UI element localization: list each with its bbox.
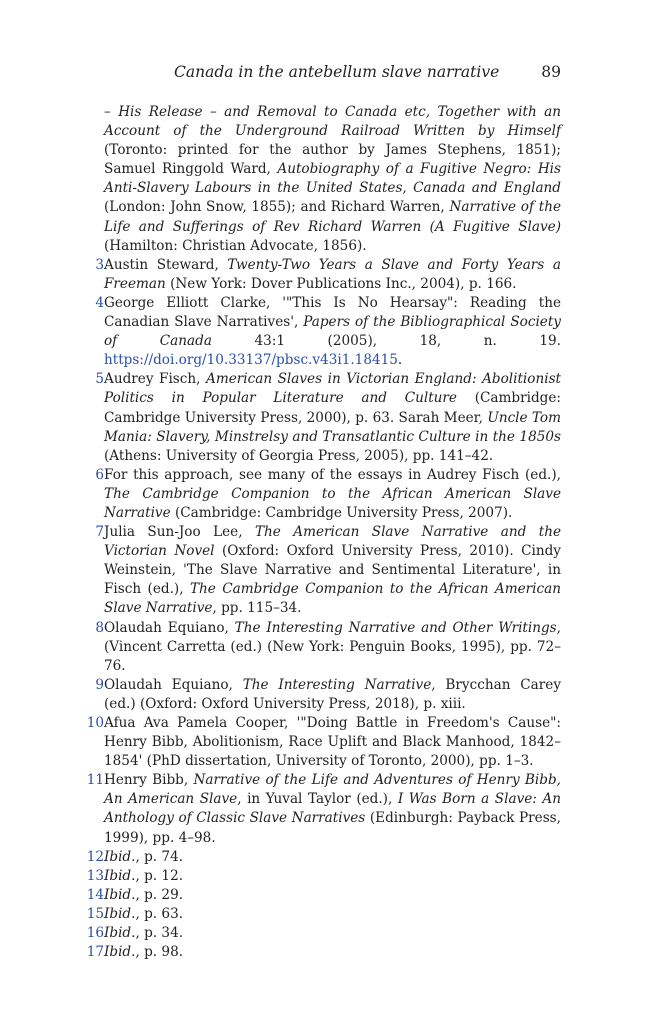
endnote-number — [68, 867, 104, 886]
italic-title: Ibid — [104, 905, 132, 922]
endnote-text — [104, 886, 561, 905]
endnote-number-label: 15 — [86, 905, 104, 922]
italic-title: The Interesting Narrative and Other Writings — [234, 619, 557, 636]
note-text-segment: (Hamilton: Christian Advocate, 1856). — [104, 237, 367, 254]
endnote-number — [68, 619, 104, 676]
note-text-segment: ., p. 29. — [131, 886, 184, 903]
endnote-number-label: 11 — [86, 772, 104, 789]
endnote-text — [104, 676, 561, 714]
note-text-segment: Olaudah Equiano, — [104, 619, 235, 636]
running-header — [104, 60, 561, 84]
note-text-segment: (Oxford: Oxford University Press, 2010). Cindy Weinstein, 'The Slave Narrative and Sentimental Literature', in Fisch (ed.), — [104, 543, 561, 598]
italic-title: Ibid — [104, 867, 132, 884]
italic-title: Ibid — [104, 944, 132, 961]
endnote-number-label: 9 — [95, 676, 104, 693]
italic-title: Autobiography of a Fugitive Negro: His Anti-Slavery Labours in the United States, Canada and England — [104, 161, 562, 197]
note-text-segment: Afua Ava Pamela Cooper, '"Doing Battle in Freedom's Cause": Henry Bibb, Abolitionism, Race Uplift and Black Manhood, 1842–1854' (PhD dissertation, University of Toronto, 2000), pp. 1–3. — [104, 715, 561, 770]
endnote — [68, 886, 561, 905]
endnote — [68, 466, 561, 523]
endnote — [68, 256, 561, 294]
endnote-text — [104, 103, 561, 256]
italic-title: Papers of the Bibliographical Society of Canada — [104, 314, 561, 350]
note-text-segment: ., p. 74. — [131, 848, 184, 865]
endnote-number — [68, 103, 104, 256]
endnote-number — [68, 924, 104, 943]
note-text-segment: Austin Steward, — [104, 256, 228, 273]
endnote — [68, 294, 561, 370]
note-text-segment: ., p. 12. — [131, 867, 184, 884]
endnote — [68, 370, 561, 465]
doi-link[interactable]: https://doi.org/10.33137/pbsc.v43i1.18415 — [104, 352, 398, 369]
note-text-segment: . — [397, 352, 403, 369]
note-text-segment: (London: John Snow, 1855); and Richard Warren, — [104, 199, 450, 216]
italic-title: I Was Born a Slave: An Anthology of Classic Slave Narratives — [104, 791, 561, 827]
italic-title: Uncle Tom Mania: Slavery, Minstrelsy and Transatlantic Culture in the 1850s — [104, 409, 562, 445]
endnote-number — [68, 523, 104, 618]
note-text-segment: Audrey Fisch, — [104, 371, 207, 388]
note-text-segment: For this approach, see many of the essays in Audrey Fisch (ed.), — [104, 466, 561, 483]
note-text-segment: Henry Bibb, — [104, 772, 194, 789]
endnote-text — [104, 924, 561, 943]
note-text-segment: ., p. 98. — [131, 944, 184, 961]
endnote-text — [104, 905, 561, 924]
endnote-number — [68, 676, 104, 714]
endnote-number — [68, 848, 104, 867]
endnote-number-label: 10 — [86, 715, 104, 731]
note-text-segment: Olaudah Equiano, — [104, 676, 243, 693]
note-text-segment: 43:1 (2005), 18, n. 19. — [211, 333, 561, 350]
note-text-segment: Julia Sun-Joo Lee, — [104, 524, 255, 541]
endnote-number — [68, 905, 104, 924]
endnote-text — [104, 294, 561, 370]
endnote-text — [104, 256, 561, 294]
endnote-continuation — [68, 103, 561, 256]
endnote-text — [104, 714, 561, 771]
running-title: Canada in the antebellum slave narrative — [174, 63, 500, 81]
italic-title: The Interesting Narrative — [242, 676, 432, 693]
note-text-segment: , in Yuval Taylor (ed.), — [237, 791, 398, 808]
note-text-segment: , (Vincent Carretta (ed.) (New York: Penguin Books, 1995), pp. 72–76. — [104, 619, 561, 674]
endnote — [68, 676, 561, 714]
italic-title: Ibid — [104, 925, 132, 942]
endnote-number-label: 3 — [95, 256, 104, 273]
note-text-segment: (Athens: University of Georgia Press, 2005), pp. 141–42. — [104, 447, 494, 464]
note-text-segment: ., p. 63. — [131, 905, 184, 922]
endnote-text — [104, 943, 561, 962]
endnotes-list — [68, 103, 561, 962]
endnote-text — [104, 619, 561, 676]
page-number: 89 — [541, 63, 561, 81]
note-text-segment: (Toronto: printed for the author by James Stephens, 1851); Samuel Ringgold Ward, — [104, 142, 561, 178]
endnote-text — [104, 771, 561, 847]
endnote-number — [68, 771, 104, 847]
endnote-number — [68, 886, 104, 905]
endnote-number-label: 7 — [95, 524, 104, 541]
italic-title: Narrative of the Life and Adventures of Henry Bibb, An American Slave — [104, 772, 561, 808]
endnote-number — [68, 714, 104, 771]
italic-title: The Cambridge Companion to the African American Slave Narrative — [104, 485, 561, 521]
endnote — [68, 771, 561, 847]
note-text-segment: (New York: Dover Publications Inc., 2004), p. 166. — [165, 275, 517, 292]
note-text-segment: (Cambridge: Cambridge University Press, 2000), p. 63. Sarah Meer, — [104, 390, 561, 426]
endnote-number — [68, 370, 104, 465]
italic-title: Ibid — [104, 886, 132, 903]
endnote-text — [104, 867, 561, 886]
endnote-number-label: 14 — [86, 886, 104, 903]
italic-title: – His Release – and Removal to Canada etc, Together with an Account of the Underground Railroad Written by Himself — [104, 104, 561, 140]
endnote-text — [104, 848, 561, 867]
endnote — [68, 867, 561, 886]
note-text-segment: (Edinburgh: Payback Press, 1999), pp. 4–98. — [104, 810, 561, 846]
endnote — [68, 924, 561, 943]
endnote-number-label: 8 — [95, 619, 104, 636]
endnote-text — [104, 370, 561, 465]
endnote — [68, 905, 561, 924]
endnote — [68, 714, 561, 771]
endnote-number-label: 12 — [86, 848, 104, 865]
endnote — [68, 619, 561, 676]
note-text-segment: (Cambridge: Cambridge University Press, 2007). — [170, 504, 513, 521]
italic-title: The American Slave Narrative and the Victorian Novel — [104, 524, 561, 560]
endnote — [68, 848, 561, 867]
endnote-number-label: 16 — [86, 925, 104, 942]
endnote-number-label: 5 — [95, 371, 104, 388]
italic-title: Ibid — [104, 848, 132, 865]
italic-title: Twenty-Two Years a Slave and Forty Years a Freeman — [104, 256, 561, 292]
italic-title: American Slaves in Victorian England: Abolitionist Politics in Popular Literature and Culture — [104, 371, 562, 407]
endnote-number-label: 4 — [95, 294, 104, 311]
note-text-segment: , Brycchan Carey (ed.) (Oxford: Oxford University Press, 2018), p. xiii. — [104, 676, 562, 712]
endnote-number — [68, 466, 104, 523]
endnote-text — [104, 466, 561, 523]
endnote-number-label: 6 — [95, 466, 104, 483]
note-text-segment: George Elliott Clarke, '"This Is No Hearsay": Reading the Canadian Slave Narratives', — [104, 294, 561, 331]
note-text-segment: , pp. 115–34. — [212, 600, 302, 617]
italic-title: Narrative of the Life and Sufferings of Rev Richard Warren (A Fugitive Slave) — [104, 199, 561, 235]
endnote — [68, 943, 561, 962]
endnote-number — [68, 256, 104, 294]
endnote-number — [68, 943, 104, 962]
endnote-number-label: 17 — [86, 944, 104, 961]
endnote-number-label: 13 — [86, 867, 104, 884]
endnote-text — [104, 523, 561, 618]
endnote-number — [68, 294, 104, 370]
endnote — [68, 523, 561, 618]
note-text-segment: ., p. 34. — [131, 925, 184, 942]
italic-title: The Cambridge Companion to the African American Slave Narrative — [104, 581, 561, 617]
